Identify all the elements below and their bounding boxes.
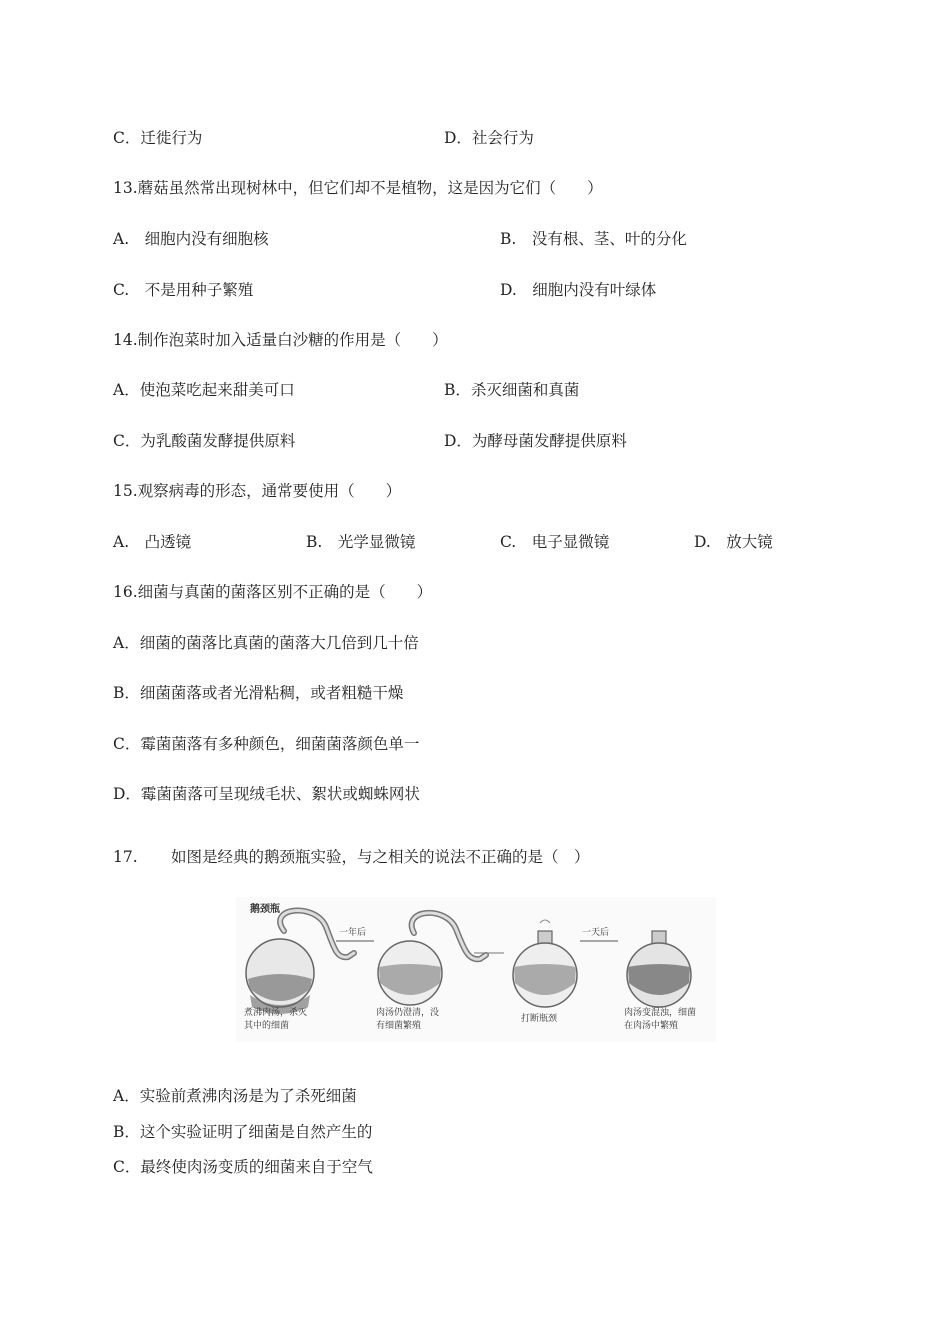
arrow-2-label: 一天后 — [582, 928, 610, 938]
q12-option-c: C．迁徙行为 — [113, 129, 203, 147]
q17-stem: 如图是经典的鹅颈瓶实验，与之相关的说法不正确的是（ ） — [171, 848, 590, 866]
q16-stem: 16.细菌与真菌的菌落区别不正确的是（ ） — [113, 583, 433, 601]
q16-option-d: D．霉菌菌落可呈现绒毛状、絮状或蜘蛛网状 — [113, 785, 420, 803]
q17-option-b: B．这个实验证明了细菌是自然产生的 — [113, 1123, 373, 1141]
q13-option-b: B. 没有根、茎、叶的分化 — [500, 230, 687, 248]
q14-option-c: C．为乳酸菌发酵提供原料 — [113, 432, 296, 450]
q13-option-d: D. 细胞内没有叶绿体 — [500, 281, 657, 299]
q14-stem: 14.制作泡菜时加入适量白沙糖的作用是（ ） — [113, 331, 448, 349]
q13-option-c: C. 不是用种子繁殖 — [113, 281, 254, 299]
q16-option-b: B．细菌菌落或者光滑粘稠，或者粗糙干燥 — [113, 684, 404, 702]
q13-option-a: A. 细胞内没有细胞核 — [113, 230, 269, 248]
q15-option-c: C. 电子显微镜 — [500, 533, 610, 551]
q12-option-d: D．社会行为 — [444, 129, 534, 147]
flask-1-caption-line1: 煮沸肉汤，杀灭 — [244, 1008, 308, 1018]
flask-2-caption-line2: 有细菌繁殖 — [376, 1021, 422, 1031]
flask-2-caption-line1: 肉汤仍澄清，没 — [376, 1008, 440, 1018]
q15-option-d: D. 放大镜 — [694, 533, 773, 551]
q15-stem: 15.观察病毒的形态，通常要使用（ ） — [113, 482, 402, 500]
q14-option-b: B．杀灭细菌和真菌 — [444, 381, 580, 399]
q15-option-b: B. 光学显微镜 — [306, 533, 416, 551]
q16-option-c: C．霉菌菌落有多种颜色，细菌菌落颜色单一 — [113, 735, 420, 753]
q17-option-a: A．实验前煮沸肉汤是为了杀死细菌 — [113, 1087, 357, 1105]
q14-option-d: D．为酵母菌发酵提供原料 — [444, 432, 627, 450]
flask-4-caption-line1: 肉汤变混浊，细菌 — [624, 1008, 697, 1018]
flask-1-caption-line2: 其中的细菌 — [244, 1021, 290, 1031]
flask-3-caption: 打断瓶颈 — [521, 1014, 558, 1024]
arrow-1-label: 一年后 — [339, 928, 367, 938]
swan-neck-flask-diagram — [236, 897, 716, 1042]
q15-option-a: A. 凸透镜 — [113, 533, 192, 551]
q17-number: 17. — [113, 848, 138, 866]
q13-stem: 13.蘑菇虽然常出现树林中，但它们却不是植物，这是因为它们（ ） — [113, 179, 603, 197]
q14-option-a: A．使泡菜吃起来甜美可口 — [113, 381, 295, 399]
flask-label: 鹅颈瓶 — [250, 904, 280, 915]
q16-option-a: A．细菌的菌落比真菌的菌落大几倍到几十倍 — [113, 634, 419, 652]
q17-option-c: C．最终使肉汤变质的细菌来自于空气 — [113, 1158, 373, 1176]
flask-4-caption-line2: 在肉汤中繁殖 — [624, 1021, 679, 1031]
